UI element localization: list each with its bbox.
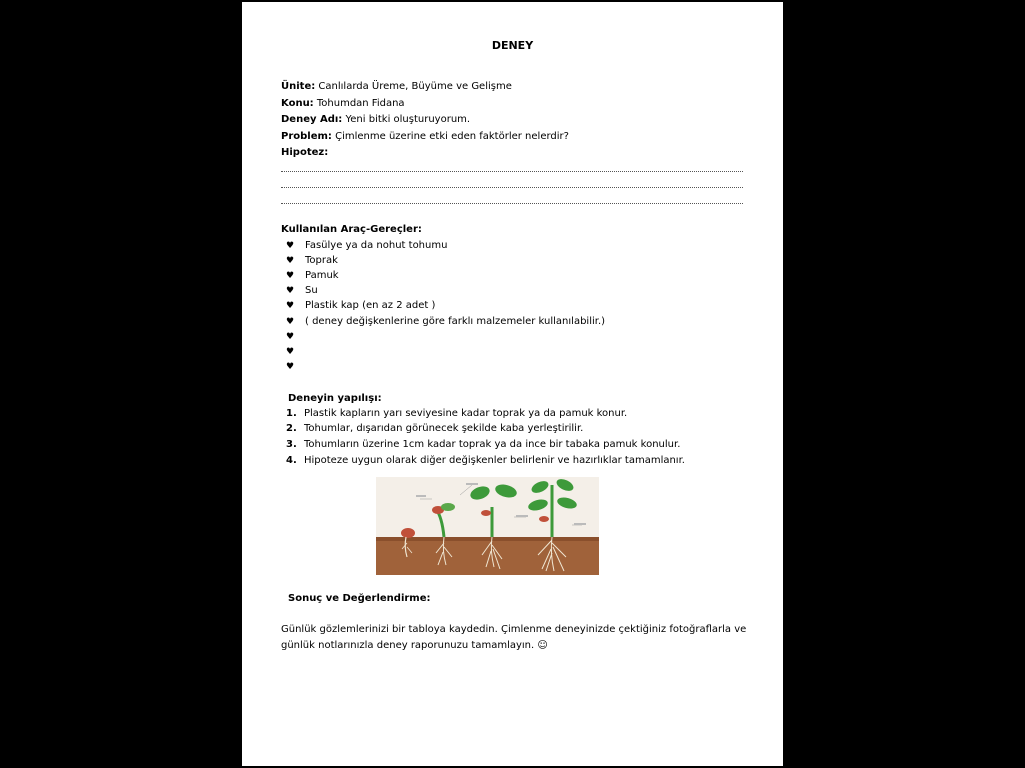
germination-illustration	[376, 477, 599, 575]
heart-icon: ♥	[286, 316, 295, 327]
list-item: ♥ Toprak	[286, 253, 605, 268]
seedling-stages-image	[376, 477, 599, 575]
heart-icon: ♥	[286, 301, 295, 312]
materials-list	[286, 238, 605, 375]
conclusion-text: Günlük gözlemlerinizi bir tabloya kaydedin. Çimlenme deneyinizde çektiğiniz fotoğraflarla ve günlük notlarınızla deney raporunuzu tamamlayın. ☺	[281, 624, 747, 651]
heart-icon: ♥	[286, 255, 295, 266]
list-item: ♥ Su	[286, 284, 605, 299]
list-item: ♥ Plastik kap (en az 2 adet )	[286, 299, 605, 314]
procedure-steps	[286, 406, 685, 468]
heart-icon: ♥	[286, 362, 295, 373]
experiment-info	[281, 79, 751, 162]
deney-adi-value: Yeni bitki oluşturuyorum.	[345, 114, 471, 125]
heart-icon: ♥	[286, 331, 295, 342]
konu-row	[281, 96, 751, 113]
hipotez-line-1	[281, 171, 743, 172]
unite-value: Canlılarda Üreme, Büyüme ve Gelişme	[318, 81, 512, 92]
list-item: 2. Tohumlar, dışarıdan görünecek şekilde kaba yerleştirilir.	[286, 423, 584, 435]
list-item	[286, 329, 605, 344]
problem-label: Problem:	[281, 130, 332, 142]
procedure-heading: Deneyin yapılışı:	[288, 393, 382, 404]
list-item: ♥ ( deney değişkenlerine göre farklı malzemeler kullanılabilir.)	[286, 314, 605, 329]
heart-icon: ♥	[286, 240, 295, 251]
problem-value: Çimlenme üzerine etki eden faktörler nelerdir?	[335, 130, 569, 142]
list-item: ♥ Fasülye ya da nohut tohumu	[286, 238, 605, 253]
materials-heading: Kullanılan Araç-Gereçler:	[281, 224, 422, 235]
list-item: 1. Plastik kapların yarı seviyesine kadar toprak ya da pamuk konur.	[286, 407, 628, 419]
heart-icon: ♥	[286, 286, 295, 297]
hipotez-row	[281, 145, 751, 162]
document-page	[242, 2, 783, 766]
list-item	[286, 360, 605, 375]
hipotez-line-3	[281, 203, 743, 204]
list-item: 3. Tohumların üzerine 1cm kadar toprak ya da ince bir tabaka pamuk konulur.	[286, 438, 681, 450]
document-title: DENEY	[491, 39, 534, 52]
list-item: ♥ Pamuk	[286, 268, 605, 283]
heart-icon: ♥	[286, 346, 295, 357]
hipotez-line-2	[281, 187, 743, 188]
conclusion-heading: Sonuç ve Değerlendirme:	[288, 593, 431, 604]
list-item	[286, 344, 605, 359]
list-item: 4. Hipoteze uygun olarak diğer değişkenler belirlenir ve hazırlıklar tamamlanır.	[286, 454, 685, 466]
unite-row	[281, 79, 751, 96]
hipotez-label: Hipotez:	[281, 147, 329, 158]
deney-adi-label: Deney Adı:	[281, 114, 343, 125]
heart-icon: ♥	[286, 270, 295, 281]
konu-value: Tohumdan Fidana	[316, 97, 405, 109]
konu-label: Konu:	[281, 97, 314, 109]
deney-adi-row	[281, 112, 751, 129]
unite-label: Ünite:	[281, 81, 316, 92]
problem-row	[281, 129, 751, 146]
